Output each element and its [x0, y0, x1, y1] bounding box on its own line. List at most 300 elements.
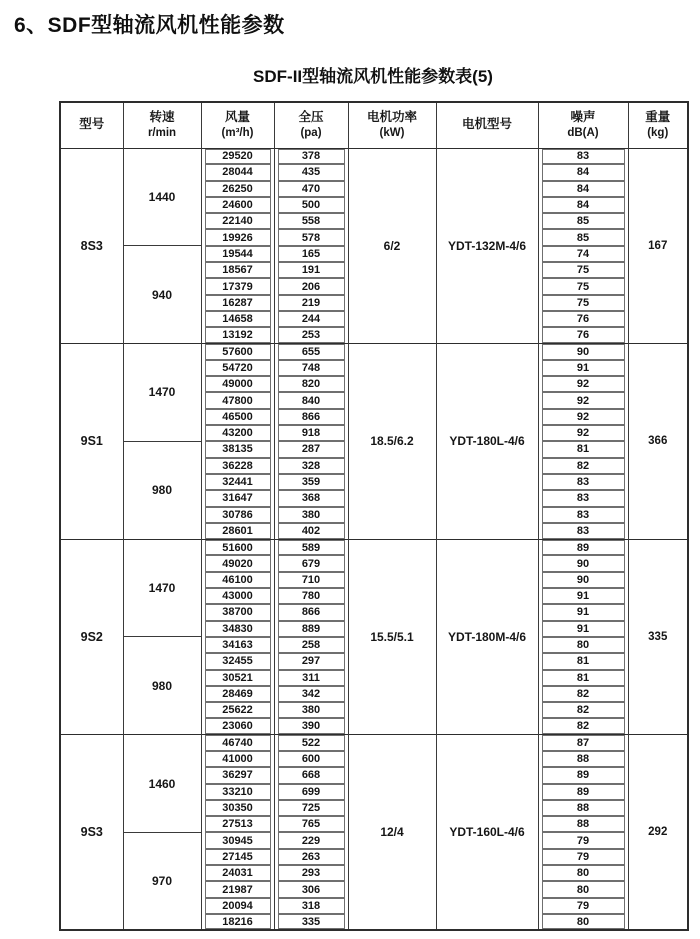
- flow-value: 30521: [205, 670, 271, 686]
- weight-cell: 167: [628, 148, 688, 344]
- header-row: [60, 102, 688, 148]
- flow-cell: [201, 474, 274, 490]
- noise-cell: [538, 881, 628, 897]
- noise-cell: [538, 311, 628, 327]
- pressure-value: 558: [278, 213, 345, 229]
- noise-cell: [538, 686, 628, 702]
- model-cell: 9S1: [60, 344, 123, 540]
- flow-value: 32455: [205, 653, 271, 669]
- pressure-cell: [274, 148, 348, 164]
- pressure-cell: [274, 800, 348, 816]
- flow-cell: [201, 653, 274, 669]
- flow-value: 30786: [205, 507, 271, 523]
- noise-cell: [538, 670, 628, 686]
- pressure-cell: [274, 621, 348, 637]
- noise-cell: [538, 458, 628, 474]
- flow-cell: [201, 246, 274, 262]
- speed-cell: 980: [123, 441, 201, 539]
- noise-cell: [538, 164, 628, 180]
- pressure-value: 402: [278, 523, 345, 539]
- noise-value: 75: [542, 262, 625, 278]
- pressure-value: 578: [278, 229, 345, 245]
- noise-value: 92: [542, 392, 625, 408]
- flow-cell: [201, 507, 274, 523]
- pressure-value: 699: [278, 784, 345, 800]
- pressure-value: 500: [278, 197, 345, 213]
- noise-cell: [538, 376, 628, 392]
- flow-cell: [201, 441, 274, 457]
- table-title: SDF-II型轴流风机性能参数表(5): [253, 67, 493, 86]
- noise-value: 89: [542, 784, 625, 800]
- flow-cell: [201, 849, 274, 865]
- flow-cell: [201, 164, 274, 180]
- pressure-value: 866: [278, 604, 345, 620]
- pressure-value: 229: [278, 832, 345, 848]
- power-cell: 6/2: [348, 148, 436, 344]
- flow-value: 18567: [205, 262, 271, 278]
- flow-value: 36297: [205, 767, 271, 783]
- pressure-cell: [274, 409, 348, 425]
- pressure-cell: [274, 898, 348, 914]
- pressure-cell: [274, 914, 348, 930]
- noise-value: 85: [542, 213, 625, 229]
- pressure-cell: [274, 392, 348, 408]
- flow-value: 49000: [205, 376, 271, 392]
- pressure-cell: [274, 295, 348, 311]
- pressure-cell: [274, 327, 348, 343]
- pressure-cell: [274, 507, 348, 523]
- flow-cell: [201, 181, 274, 197]
- flow-cell: [201, 702, 274, 718]
- noise-value: 81: [542, 670, 625, 686]
- flow-cell: [201, 800, 274, 816]
- pressure-cell: [274, 816, 348, 832]
- flow-value: 57600: [205, 344, 271, 360]
- flow-cell: [201, 832, 274, 848]
- flow-cell: [201, 425, 274, 441]
- noise-value: 92: [542, 409, 625, 425]
- table-row: [60, 148, 688, 164]
- pressure-value: 765: [278, 816, 345, 832]
- pressure-cell: [274, 686, 348, 702]
- pressure-cell: [274, 670, 348, 686]
- flow-value: 46740: [205, 735, 271, 751]
- pressure-value: 710: [278, 572, 345, 588]
- flow-cell: [201, 409, 274, 425]
- noise-value: 80: [542, 881, 625, 897]
- model-cell: 8S3: [60, 148, 123, 344]
- noise-cell: [538, 360, 628, 376]
- noise-value: 80: [542, 865, 625, 881]
- flow-value: 30350: [205, 800, 271, 816]
- flow-value: 17379: [205, 278, 271, 294]
- flow-cell: [201, 604, 274, 620]
- noise-cell: [538, 278, 628, 294]
- noise-value: 90: [542, 555, 625, 571]
- noise-value: 83: [542, 149, 625, 165]
- pressure-cell: [274, 213, 348, 229]
- flow-cell: [201, 816, 274, 832]
- flow-cell: [201, 898, 274, 914]
- noise-value: 75: [542, 278, 625, 294]
- flow-cell: [201, 295, 274, 311]
- noise-value: 91: [542, 360, 625, 376]
- pressure-cell: [274, 425, 348, 441]
- flow-value: 21987: [205, 881, 271, 897]
- flow-value: 25622: [205, 702, 271, 718]
- pressure-value: 589: [278, 540, 345, 556]
- pressure-value: 244: [278, 311, 345, 327]
- model-section: [60, 735, 688, 931]
- model-cell: 9S2: [60, 539, 123, 735]
- pressure-value: 380: [278, 507, 345, 523]
- noise-cell: [538, 490, 628, 506]
- flow-value: 47800: [205, 392, 271, 408]
- motor-model-cell: YDT-180M-4/6: [436, 539, 538, 735]
- noise-value: 75: [542, 295, 625, 311]
- pressure-cell: [274, 881, 348, 897]
- flow-cell: [201, 523, 274, 539]
- pressure-cell: [274, 539, 348, 555]
- pressure-value: 390: [278, 718, 345, 734]
- noise-value: 92: [542, 376, 625, 392]
- pressure-value: 219: [278, 295, 345, 311]
- flow-value: 49020: [205, 555, 271, 571]
- col-header-power: 电机功率 (kW): [348, 102, 436, 148]
- flow-cell: [201, 360, 274, 376]
- flow-value: 18216: [205, 914, 271, 929]
- flow-cell: [201, 311, 274, 327]
- noise-value: 91: [542, 604, 625, 620]
- noise-cell: [538, 246, 628, 262]
- pressure-value: 263: [278, 849, 345, 865]
- pressure-cell: [274, 458, 348, 474]
- noise-cell: [538, 751, 628, 767]
- flow-value: 54720: [205, 360, 271, 376]
- col-header-noise: 噪声 dB(A): [538, 102, 628, 148]
- speed-cell: 970: [123, 832, 201, 930]
- noise-value: 79: [542, 832, 625, 848]
- col-header-model: 型号: [60, 102, 123, 148]
- weight-cell: 292: [628, 735, 688, 931]
- pressure-value: 359: [278, 474, 345, 490]
- noise-cell: [538, 604, 628, 620]
- flow-value: 27145: [205, 849, 271, 865]
- pressure-cell: [274, 832, 348, 848]
- pressure-cell: [274, 865, 348, 881]
- pressure-value: 725: [278, 800, 345, 816]
- flow-value: 19926: [205, 229, 271, 245]
- pressure-value: 287: [278, 441, 345, 457]
- flow-value: 43000: [205, 588, 271, 604]
- noise-cell: [538, 735, 628, 751]
- noise-cell: [538, 767, 628, 783]
- pressure-value: 470: [278, 181, 345, 197]
- flow-cell: [201, 278, 274, 294]
- pressure-cell: [274, 376, 348, 392]
- pressure-value: 293: [278, 865, 345, 881]
- flow-value: 24031: [205, 865, 271, 881]
- pressure-cell: [274, 523, 348, 539]
- pressure-value: 780: [278, 588, 345, 604]
- flow-cell: [201, 588, 274, 604]
- noise-value: 79: [542, 898, 625, 914]
- flow-value: 32441: [205, 474, 271, 490]
- pressure-cell: [274, 735, 348, 751]
- noise-cell: [538, 441, 628, 457]
- flow-value: 36228: [205, 458, 271, 474]
- flow-cell: [201, 751, 274, 767]
- noise-value: 88: [542, 751, 625, 767]
- pressure-cell: [274, 767, 348, 783]
- table-header: [60, 102, 688, 148]
- flow-cell: [201, 327, 274, 343]
- noise-value: 91: [542, 588, 625, 604]
- noise-cell: [538, 392, 628, 408]
- pressure-cell: [274, 588, 348, 604]
- noise-cell: [538, 295, 628, 311]
- noise-cell: [538, 865, 628, 881]
- flow-cell: [201, 718, 274, 734]
- noise-cell: [538, 539, 628, 555]
- noise-value: 83: [542, 474, 625, 490]
- flow-value: 22140: [205, 213, 271, 229]
- flow-cell: [201, 392, 274, 408]
- noise-cell: [538, 344, 628, 360]
- flow-value: 27513: [205, 816, 271, 832]
- pressure-cell: [274, 164, 348, 180]
- flow-cell: [201, 767, 274, 783]
- pressure-value: 435: [278, 164, 345, 180]
- flow-cell: [201, 490, 274, 506]
- pressure-value: 918: [278, 425, 345, 441]
- flow-value: 24600: [205, 197, 271, 213]
- col-header-pressure: 全压 (pa): [274, 102, 348, 148]
- pressure-value: 368: [278, 490, 345, 506]
- flow-value: 46500: [205, 409, 271, 425]
- flow-value: 31647: [205, 490, 271, 506]
- weight-cell: 366: [628, 344, 688, 540]
- pressure-value: 600: [278, 751, 345, 767]
- noise-value: 76: [542, 327, 625, 343]
- power-cell: 15.5/5.1: [348, 539, 436, 735]
- model-section: [60, 539, 688, 735]
- noise-cell: [538, 800, 628, 816]
- pressure-cell: [274, 246, 348, 262]
- pressure-cell: [274, 344, 348, 360]
- flow-value: 38135: [205, 441, 271, 457]
- noise-value: 88: [542, 800, 625, 816]
- flow-value: 51600: [205, 540, 271, 556]
- noise-cell: [538, 898, 628, 914]
- noise-cell: [538, 425, 628, 441]
- noise-value: 82: [542, 702, 625, 718]
- flow-cell: [201, 376, 274, 392]
- flow-value: 34163: [205, 637, 271, 653]
- flow-value: 33210: [205, 784, 271, 800]
- flow-cell: [201, 344, 274, 360]
- col-header-speed: 转速 r/min: [123, 102, 201, 148]
- pressure-cell: [274, 604, 348, 620]
- noise-value: 83: [542, 490, 625, 506]
- power-cell: 12/4: [348, 735, 436, 931]
- motor-model-cell: YDT-180L-4/6: [436, 344, 538, 540]
- flow-value: 20094: [205, 898, 271, 914]
- motor-model-cell: YDT-132M-4/6: [436, 148, 538, 344]
- flow-value: 28469: [205, 686, 271, 702]
- flow-value: 38700: [205, 604, 271, 620]
- noise-value: 82: [542, 458, 625, 474]
- model-cell: 9S3: [60, 735, 123, 931]
- pressure-value: 748: [278, 360, 345, 376]
- noise-value: 74: [542, 246, 625, 262]
- flow-cell: [201, 458, 274, 474]
- noise-cell: [538, 702, 628, 718]
- flow-cell: [201, 914, 274, 930]
- model-section: [60, 344, 688, 540]
- flow-cell: [201, 262, 274, 278]
- pressure-value: 206: [278, 278, 345, 294]
- speed-cell: 980: [123, 637, 201, 735]
- page-title: 6、SDF型轴流风机性能参数: [14, 14, 285, 37]
- pressure-value: 306: [278, 881, 345, 897]
- pressure-value: 522: [278, 735, 345, 751]
- pressure-cell: [274, 311, 348, 327]
- col-header-motor: 电机型号: [436, 102, 538, 148]
- pressure-value: 679: [278, 555, 345, 571]
- flow-cell: [201, 686, 274, 702]
- pressure-value: 318: [278, 898, 345, 914]
- pressure-value: 328: [278, 458, 345, 474]
- table-row: [60, 735, 688, 751]
- noise-value: 81: [542, 653, 625, 669]
- noise-value: 80: [542, 637, 625, 653]
- weight-cell: 335: [628, 539, 688, 735]
- flow-cell: [201, 572, 274, 588]
- pressure-value: 866: [278, 409, 345, 425]
- flow-value: 19544: [205, 246, 271, 262]
- flow-cell: [201, 555, 274, 571]
- pressure-value: 380: [278, 702, 345, 718]
- noise-value: 84: [542, 164, 625, 180]
- noise-cell: [538, 718, 628, 734]
- flow-cell: [201, 197, 274, 213]
- speed-cell: 1440: [123, 148, 201, 246]
- noise-value: 79: [542, 849, 625, 865]
- noise-value: 92: [542, 425, 625, 441]
- noise-cell: [538, 474, 628, 490]
- noise-cell: [538, 653, 628, 669]
- noise-cell: [538, 507, 628, 523]
- flow-cell: [201, 148, 274, 164]
- flow-value: 14658: [205, 311, 271, 327]
- flow-cell: [201, 621, 274, 637]
- noise-cell: [538, 148, 628, 164]
- flow-cell: [201, 735, 274, 751]
- noise-cell: [538, 555, 628, 571]
- noise-value: 84: [542, 197, 625, 213]
- pressure-cell: [274, 653, 348, 669]
- pressure-cell: [274, 490, 348, 506]
- pressure-cell: [274, 784, 348, 800]
- noise-value: 89: [542, 540, 625, 556]
- noise-value: 80: [542, 914, 625, 929]
- flow-value: 13192: [205, 327, 271, 343]
- noise-value: 90: [542, 344, 625, 360]
- flow-value: 43200: [205, 425, 271, 441]
- noise-cell: [538, 262, 628, 278]
- noise-cell: [538, 572, 628, 588]
- noise-value: 91: [542, 621, 625, 637]
- noise-value: 82: [542, 718, 625, 734]
- pressure-cell: [274, 637, 348, 653]
- noise-value: 85: [542, 229, 625, 245]
- col-header-weight: 重量 (kg): [628, 102, 688, 148]
- flow-value: 23060: [205, 718, 271, 734]
- pressure-value: 335: [278, 914, 345, 929]
- flow-value: 29520: [205, 149, 271, 165]
- pressure-cell: [274, 278, 348, 294]
- noise-value: 87: [542, 735, 625, 751]
- speed-cell: 1470: [123, 344, 201, 442]
- pressure-value: 258: [278, 637, 345, 653]
- flow-cell: [201, 539, 274, 555]
- pressure-value: 820: [278, 376, 345, 392]
- flow-value: 30945: [205, 832, 271, 848]
- fan-params-table: [59, 101, 689, 931]
- power-cell: 18.5/6.2: [348, 344, 436, 540]
- noise-cell: [538, 784, 628, 800]
- pressure-cell: [274, 751, 348, 767]
- pressure-value: 889: [278, 621, 345, 637]
- noise-cell: [538, 914, 628, 930]
- noise-value: 82: [542, 686, 625, 702]
- noise-value: 84: [542, 181, 625, 197]
- flow-value: 41000: [205, 751, 271, 767]
- noise-value: 83: [542, 523, 625, 539]
- noise-cell: [538, 621, 628, 637]
- noise-value: 89: [542, 767, 625, 783]
- pressure-cell: [274, 474, 348, 490]
- pressure-value: 165: [278, 246, 345, 262]
- speed-cell: 940: [123, 246, 201, 344]
- noise-value: 90: [542, 572, 625, 588]
- pressure-cell: [274, 197, 348, 213]
- flow-cell: [201, 784, 274, 800]
- flow-cell: [201, 670, 274, 686]
- noise-value: 81: [542, 441, 625, 457]
- noise-value: 88: [542, 816, 625, 832]
- motor-model-cell: YDT-160L-4/6: [436, 735, 538, 931]
- pressure-value: 668: [278, 767, 345, 783]
- noise-cell: [538, 849, 628, 865]
- pressure-value: 253: [278, 327, 345, 343]
- pressure-value: 297: [278, 653, 345, 669]
- pressure-value: 342: [278, 686, 345, 702]
- flow-value: 46100: [205, 572, 271, 588]
- table-row: [60, 344, 688, 360]
- pressure-value: 191: [278, 262, 345, 278]
- noise-cell: [538, 637, 628, 653]
- pressure-cell: [274, 229, 348, 245]
- noise-cell: [538, 816, 628, 832]
- pressure-cell: [274, 262, 348, 278]
- pressure-cell: [274, 555, 348, 571]
- pressure-value: 311: [278, 670, 345, 686]
- noise-value: 76: [542, 311, 625, 327]
- pressure-cell: [274, 849, 348, 865]
- speed-cell: 1470: [123, 539, 201, 637]
